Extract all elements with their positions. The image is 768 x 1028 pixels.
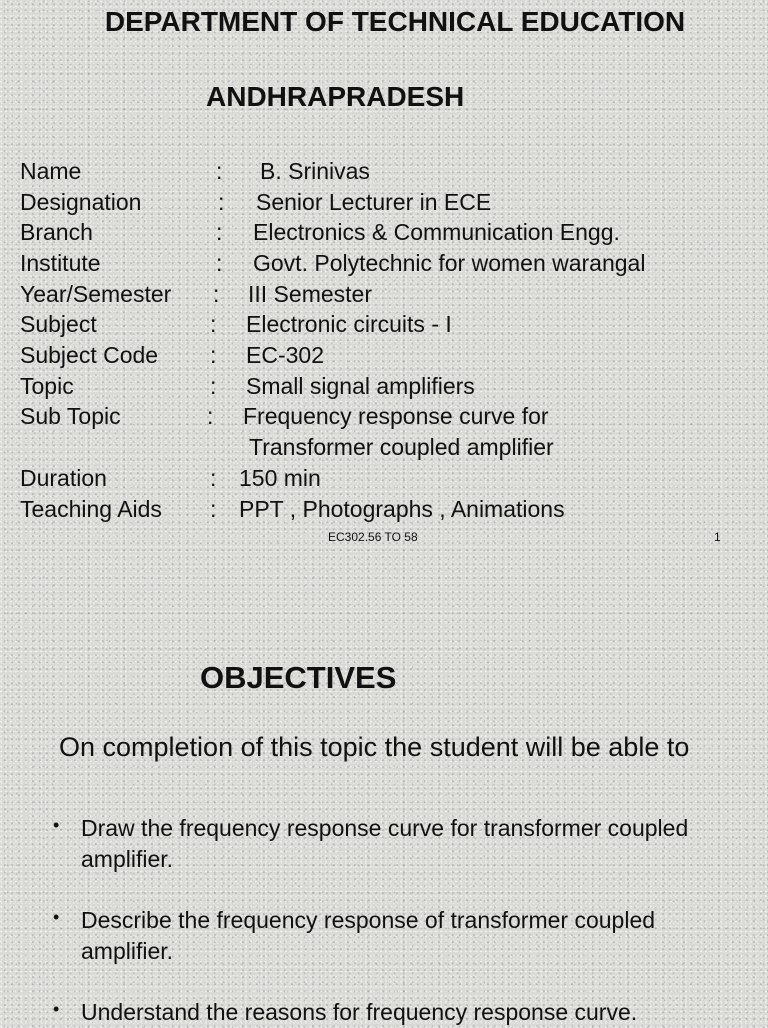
field-label: Branch [20,219,93,245]
field-separator: : [207,403,214,429]
field-label: Year/Semester [20,281,172,307]
field-value: B. Srinivas [260,158,370,184]
field-separator: : [210,496,217,522]
field-label: Subject [20,311,97,337]
slide-2 [0,640,768,1024]
bullet-icon: • [53,815,60,835]
field-separator: : [210,373,217,399]
field-label: Institute [20,250,101,276]
objectives-title: OBJECTIVES [200,660,397,695]
field-separator: : [210,311,217,337]
field-label: Sub Topic [20,403,121,429]
bullet-icon: • [53,999,60,1019]
objective-text: Draw the frequency response curve for transformer coupled amplifier. [81,815,689,872]
field-value: III Semester [248,281,372,307]
objectives-intro: On completion of this topic the student will be able to [59,732,690,762]
field-label: Subject Code [20,342,159,368]
field-separator: : [218,189,225,215]
field-value: Frequency response curve for [243,403,549,429]
field-separator: : [213,281,220,307]
state-title: ANDHRAPRADESH [206,81,465,112]
field-label: Teaching Aids [20,496,162,522]
field-label: Designation [20,189,142,215]
bullet-icon: • [53,907,60,927]
field-label: Name [20,158,82,184]
objective-text: Describe the frequency response of transformer coupled amplifier. [81,907,656,964]
field-value: Electronic circuits - I [246,311,452,337]
slide-footer-code: EC302.56 TO 58 [328,530,418,544]
field-value: 150 min [239,465,321,491]
field-separator: : [216,219,223,245]
field-value: Electronics & Communication Engg. [253,219,620,245]
field-value: PPT , Photographs , Animations [239,496,565,522]
field-value: Senior Lecturer in ECE [256,189,492,215]
field-label: Topic [20,373,74,399]
slide-page-number: 1 [714,530,721,544]
department-title: DEPARTMENT OF TECHNICAL EDUCATION [104,6,686,37]
field-separator: : [216,158,223,184]
field-separator: : [210,465,217,491]
objective-text: Understand the reasons for frequency response curve. [81,999,638,1025]
field-value: Govt. Polytechnic for women warangal [253,250,646,276]
field-label: Duration [20,465,107,491]
field-value: EC-302 [246,342,324,368]
field-separator: : [210,342,217,368]
field-value-continuation: Transformer coupled amplifier [249,434,554,460]
field-value: Small signal amplifiers [246,373,475,399]
field-separator: : [216,250,223,276]
